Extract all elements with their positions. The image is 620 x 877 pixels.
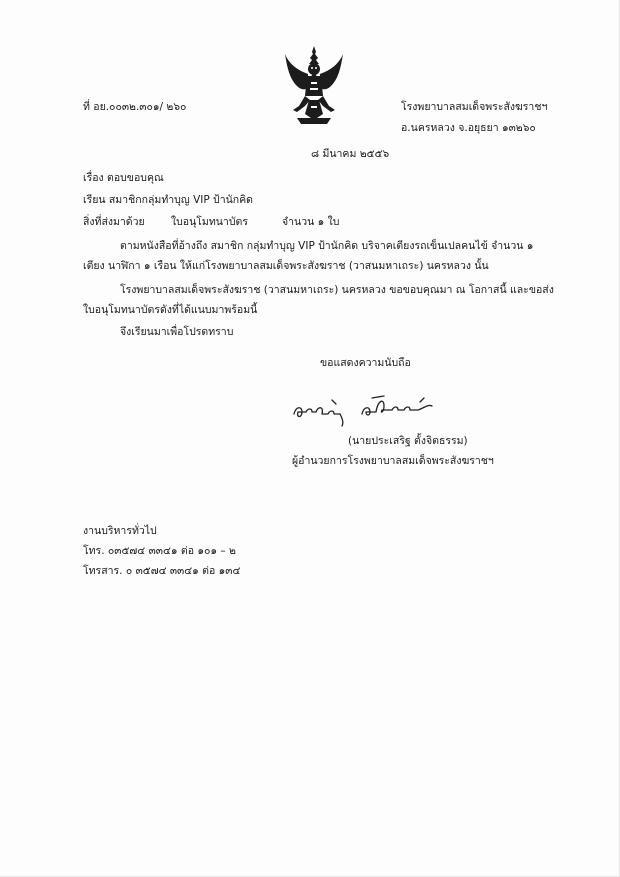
paragraph-2-line-2: ใบอนุโมทนาบัตรดังที่ได้แนบมาพร้อมนี้ — [83, 304, 258, 316]
handwritten-signature — [288, 392, 468, 428]
organization-name: โรงพยาบาลสมเด็จพระสังฆราชฯ — [401, 101, 548, 113]
paragraph-3: จึงเรียนมาเพื่อโปรดทราบ — [120, 326, 234, 338]
garuda-emblem-icon — [283, 44, 345, 128]
paragraph-1-line-2: เตียง นาฬิกา ๑ เรือน ให้แก่โรงพยาบาลสมเด็จพระสังฆราช (วาสนมหาเถระ) นครหลวง นั้น — [83, 260, 489, 272]
department: งานบริหารทั่วไป — [83, 525, 157, 537]
subject-line: เรื่อง ตอบขอบคุณ — [83, 172, 164, 184]
paragraph-1-line-1: ตามหนังสือที่อ้างถึง สมาชิก กลุ่มทำบุญ VIP ป้านักคิด บริจาคเตียงรถเข็นเปลคนไข้ จำนวน ๑ — [120, 240, 534, 252]
signer-name: (นายประเสริฐ ตั้งจิตธรรม) — [348, 435, 468, 447]
phone-number: โทร. ๐๓๕๗๔ ๓๓๔๑ ต่อ ๑๐๑ – ๒ — [83, 545, 236, 557]
enclosure-item: ใบอนุโมทนาบัตร — [171, 216, 248, 228]
enclosure-label: สิ่งที่ส่งมาด้วย — [83, 216, 145, 228]
enclosure-quantity: จำนวน ๑ ใบ — [282, 216, 340, 228]
signer-position: ผู้อำนวยการโรงพยาบาลสมเด็จพระสังฆราชฯ — [292, 455, 494, 467]
reference-number: ที่ อย.๐๐๓๒.๓๐๑/ ๒๖๐ — [83, 101, 187, 113]
fax-number: โทรสาร. ๐ ๓๕๗๔ ๓๓๔๑ ต่อ ๑๓๔ — [83, 565, 241, 577]
paragraph-2-line-1: โรงพยาบาลสมเด็จพระสังฆราช (วาสนมหาเถระ) นครหลวง ขอขอบคุณมา ณ โอกาสนี้ และขอส่ง — [120, 284, 554, 296]
recipient-line: เรียน สมาชิกกลุ่มทำบุญ VIP ป้านักคิด — [83, 194, 253, 206]
closing-regards: ขอแสดงความนับถือ — [320, 357, 411, 369]
letter-date: ๘ มีนาคม ๒๕๕๖ — [311, 148, 390, 160]
organization-address: อ.นครหลวง จ.อยุธยา ๑๓๒๖๐ — [401, 122, 536, 134]
